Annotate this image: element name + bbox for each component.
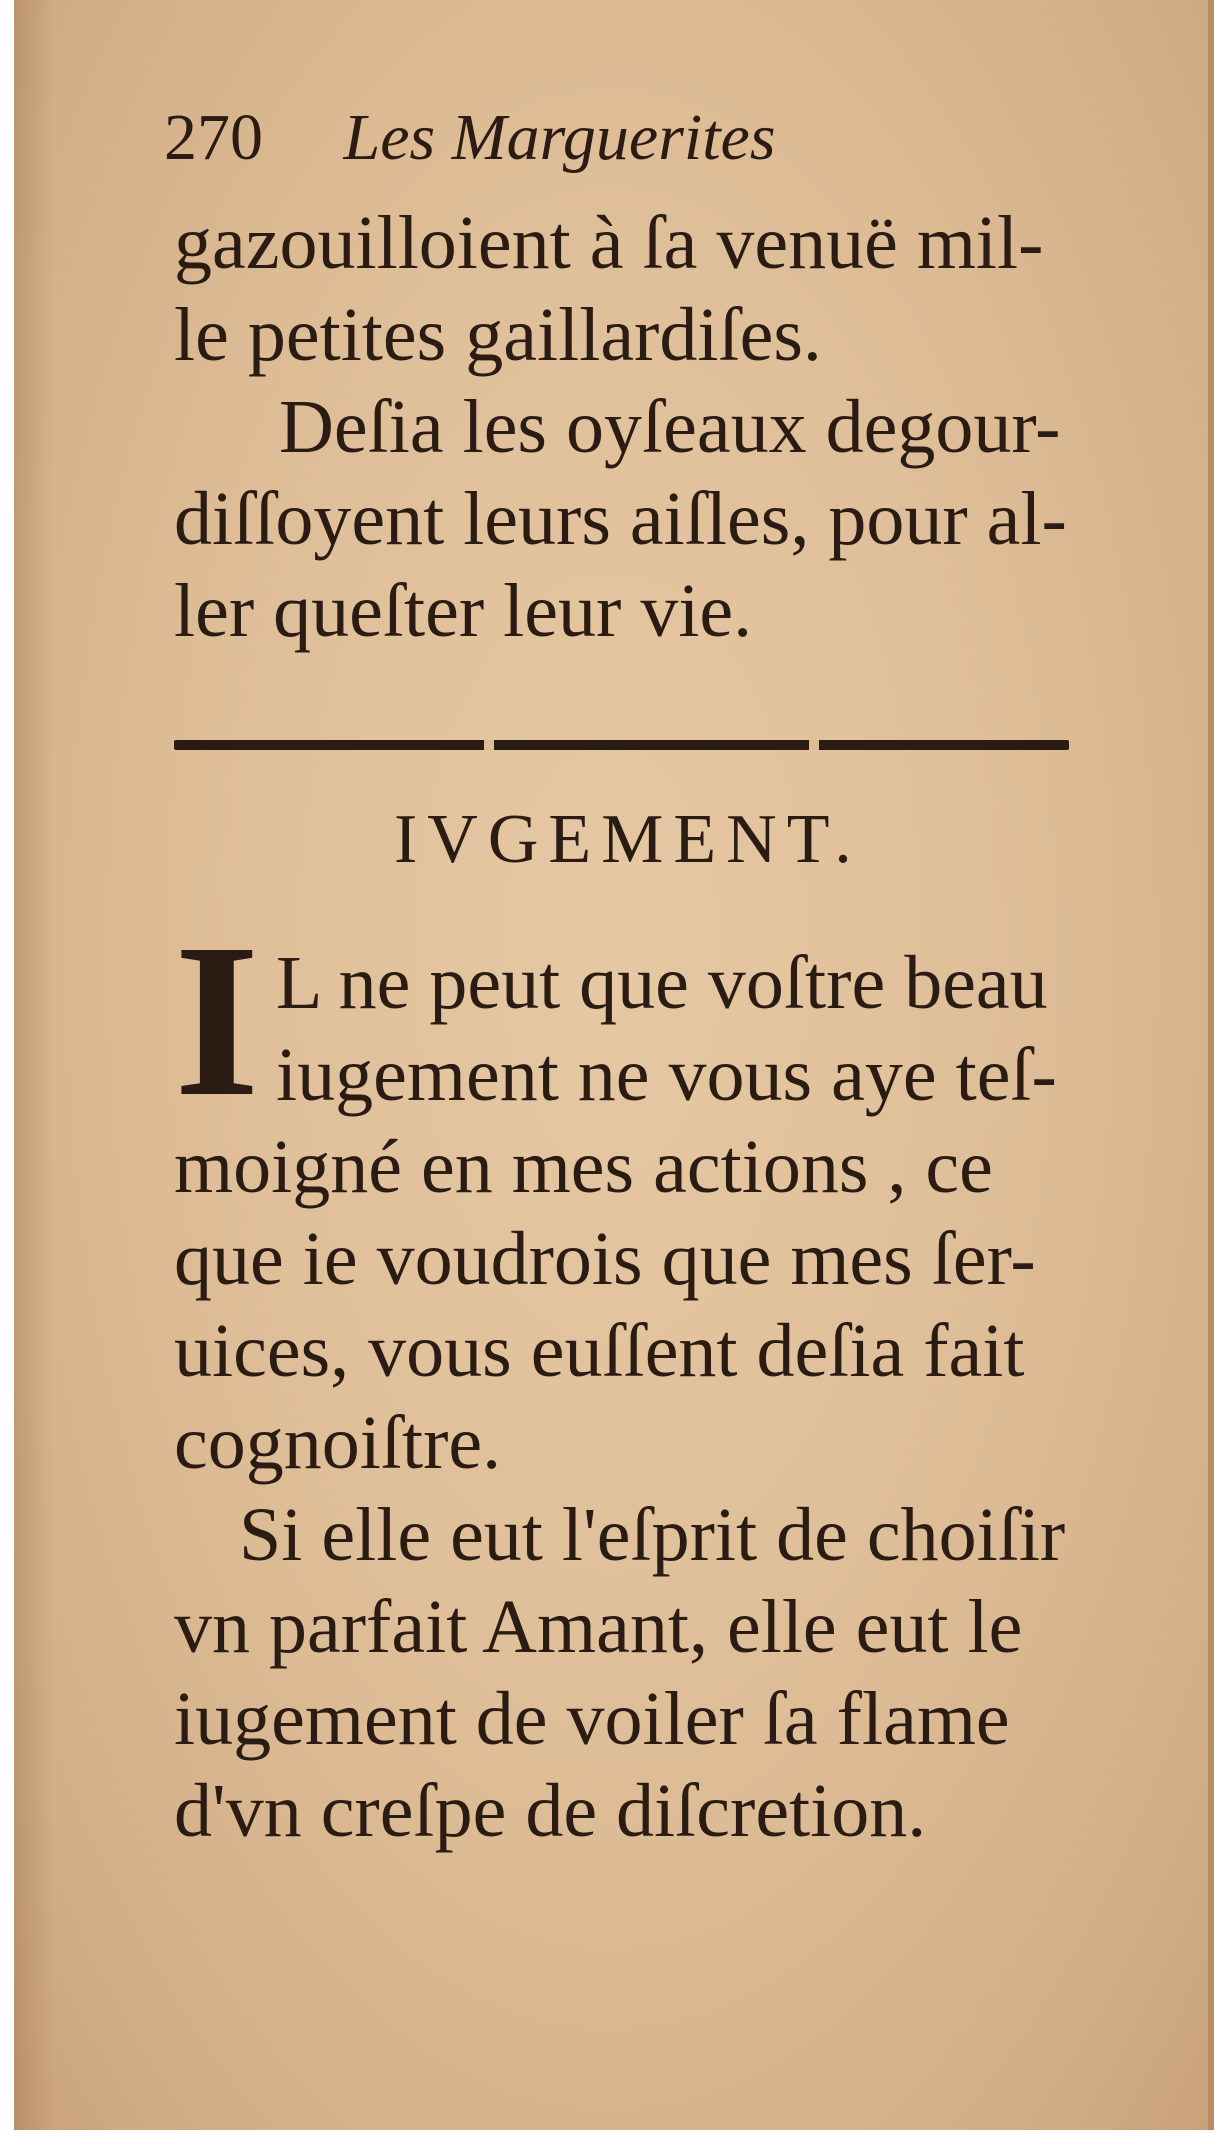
drop-cap: I — [174, 898, 260, 1142]
text-line: diſſoyent leurs aiſles, pour al- — [174, 477, 1067, 561]
text-line: d'vn creſpe de diſcretion. — [174, 1769, 927, 1853]
spine-shadow — [14, 0, 54, 2130]
text-line: L ne peut que voſtre beau — [276, 941, 1048, 1025]
text-line: que ie voudrois que mes ſer- — [174, 1217, 1036, 1301]
text-line: gazouilloient à ſa venuë mil- — [174, 201, 1044, 285]
page-header — [164, 100, 776, 176]
running-title: Les Marguerites — [343, 101, 776, 174]
text-line: iugement de voiler ſa flame — [174, 1677, 1010, 1761]
rule-gap — [809, 740, 819, 750]
text-line: cognoiſtre. — [174, 1401, 502, 1485]
section-rule — [174, 740, 1069, 750]
text-line: Si elle eut l'eſprit de choiſir — [239, 1493, 1066, 1577]
book-page — [14, 0, 1214, 2130]
text-line: uices, vous euſſent deſia fait — [174, 1309, 1025, 1393]
text-line: Deſia les oyſeaux degour- — [279, 385, 1061, 469]
text-line: ler queſter leur vie. — [174, 569, 753, 653]
section-heading: IVGEMENT. — [394, 801, 862, 878]
page-number: 270 — [164, 101, 263, 174]
text-line: le petites gaillardiſes. — [174, 293, 822, 377]
text-line: iugement ne vous aye teſ- — [276, 1033, 1057, 1117]
rule-gap — [484, 740, 494, 750]
text-line: moigné en mes actions , ce — [174, 1125, 993, 1209]
text-line: vn parfait Amant, elle eut le — [174, 1585, 1023, 1669]
